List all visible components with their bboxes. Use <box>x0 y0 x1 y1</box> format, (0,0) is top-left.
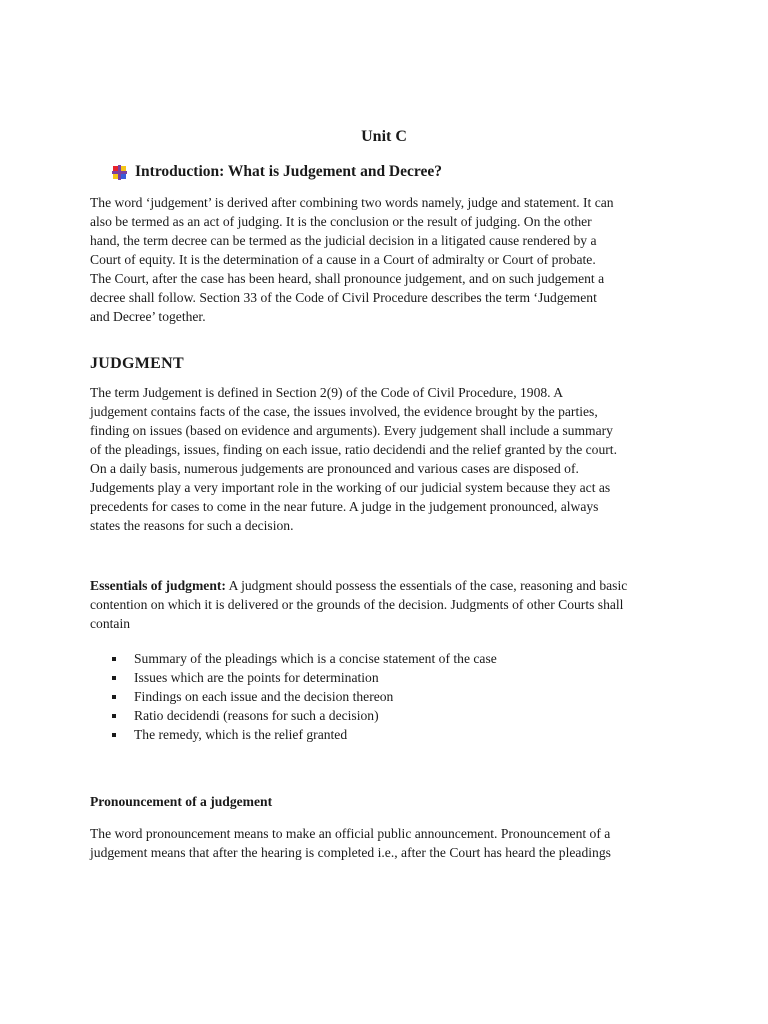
list-item <box>112 668 497 687</box>
paragraph-line: The term Judgement is defined in Section 2(9) of the Code of Civil Procedure, 1908. A <box>90 385 564 400</box>
essentials-paragraph <box>90 576 680 633</box>
pronouncement-paragraph <box>90 824 680 862</box>
square-bullet-icon <box>112 657 116 661</box>
paragraph-line: also be termed as an act of judging. It is the conclusion or the result of judging. On the other <box>90 214 592 229</box>
list-item-text: Findings on each issue and the decision thereon <box>134 689 394 704</box>
intro-heading <box>112 163 442 181</box>
square-bullet-icon <box>112 695 116 699</box>
square-bullet-icon <box>112 714 116 718</box>
square-bullet-icon <box>112 733 116 737</box>
intro-heading-text: Introduction: What is Judgement and Decree? <box>135 163 442 180</box>
list-item <box>112 725 497 744</box>
colored-bullet-icon <box>112 165 127 180</box>
paragraph-line: The word pronouncement means to make an official public announcement. Pronouncement of a <box>90 826 611 841</box>
essentials-label: Essentials of judgment: <box>90 578 226 593</box>
paragraph-line: judgement means that after the hearing is completed i.e., after the Court has heard the pleadings <box>90 845 611 860</box>
paragraph-line <box>90 576 680 595</box>
list-item-text: Ratio decidendi (reasons for such a decision) <box>134 708 379 723</box>
paragraph-line: hand, the term decree can be termed as the judicial decision in a litigated cause rendered by a <box>90 233 597 248</box>
list-item <box>112 687 497 706</box>
paragraph-line: of the pleadings, issues, finding on each issue, ratio decidendi and the relief granted by the court. <box>90 442 617 457</box>
essentials-text: A judgment should possess the essentials of the case, reasoning and basic <box>225 578 628 593</box>
paragraph-line: Judgements play a very important role in the working of our judicial system because they act as <box>90 480 611 495</box>
paragraph-line: precedents for cases to come in the near future. A judge in the judgement pronounced, always <box>90 499 599 514</box>
paragraph-line: On a daily basis, numerous judgements are pronounced and various cases are disposed of. <box>90 461 579 476</box>
list-item <box>112 649 497 668</box>
paragraph-line: judgement contains facts of the case, the issues involved, the evidence brought by the parties, <box>90 404 598 419</box>
square-bullet-icon <box>112 676 116 680</box>
judgment-heading: JUDGMENT <box>90 355 184 372</box>
essentials-list <box>112 649 497 744</box>
list-item-text: Issues which are the points for determination <box>134 670 379 685</box>
paragraph-line: and Decree’ together. <box>90 309 206 324</box>
paragraph-line: contain <box>90 616 131 631</box>
unit-title: Unit C <box>361 128 407 145</box>
paragraph-line: decree shall follow. Section 33 of the Code of Civil Procedure describes the term ‘Judgement <box>90 290 597 305</box>
judgment-paragraph <box>90 383 680 535</box>
list-item-text: Summary of the pleadings which is a concise statement of the case <box>134 651 497 666</box>
paragraph-line: Court of equity. It is the determination of a cause in a Court of admiralty or Court of probate. <box>90 252 596 267</box>
list-item-text: The remedy, which is the relief granted <box>134 727 348 742</box>
paragraph-line: contention on which it is delivered or the grounds of the decision. Judgments of other Courts shall <box>90 597 624 612</box>
pronouncement-heading: Pronouncement of a judgement <box>90 794 273 809</box>
intro-paragraph <box>90 193 680 326</box>
paragraph-line: The word ‘judgement’ is derived after combining two words namely, judge and statement. It can <box>90 195 614 210</box>
paragraph-line: The Court, after the case has been heard, shall pronounce judgement, and on such judgement a <box>90 271 605 286</box>
list-item <box>112 706 497 725</box>
paragraph-line: states the reasons for such a decision. <box>90 518 294 533</box>
paragraph-line: finding on issues (based on evidence and arguments). Every judgement shall include a summary <box>90 423 613 438</box>
